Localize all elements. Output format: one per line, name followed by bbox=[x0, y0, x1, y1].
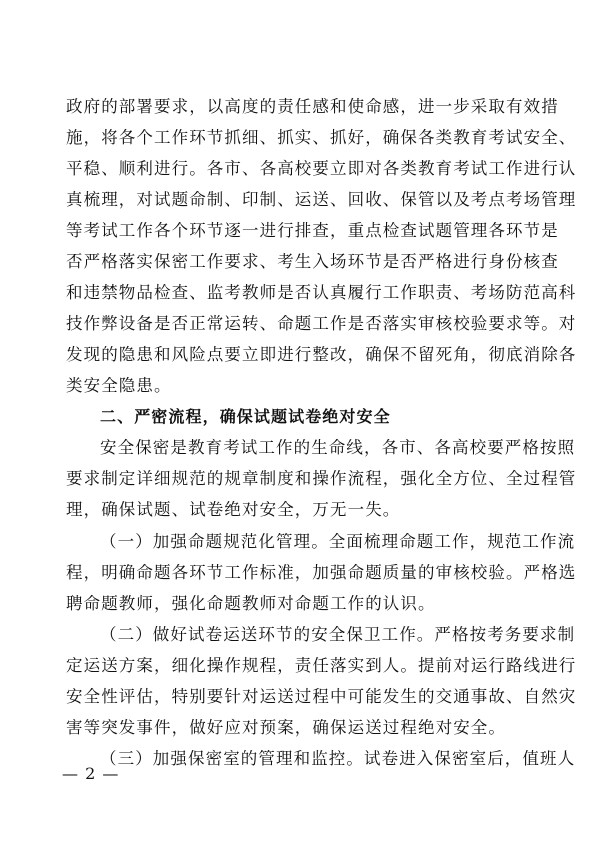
text-line: 平稳、顺利进行。各市、各高校要立即对各类教育考试工作进行认 bbox=[66, 159, 577, 178]
text-line: 否严格落实保密工作要求、考生入场环节是否严格进行身份核查 bbox=[66, 252, 559, 271]
text-line: 发现的隐患和风险点要立即进行整改，确保不留死角，彻底消除各 bbox=[66, 345, 577, 364]
text-line: 聘命题教师，强化命题教师对命题工作的认识。 bbox=[66, 594, 436, 613]
text-line: （二）做好试卷运送环节的安全保卫工作。严格按考务要求制 bbox=[100, 625, 576, 644]
text-line: 技作弊设备是否正常运转、命题工作是否落实审核校验要求等。对 bbox=[66, 314, 577, 333]
page-number: — 2 — bbox=[62, 764, 120, 783]
text-line: 定运送方案，细化操作规程，责任落实到人。提前对运行路线进行 bbox=[66, 656, 577, 675]
text-line: 和违禁物品检查、监考教师是否认真履行工作职责、考场防范高科 bbox=[66, 283, 577, 302]
text-line: （一）加强命题规范化管理。全面梳理命题工作，规范工作流 bbox=[100, 532, 576, 551]
text-line: 要求制定详细规范的规章制度和操作流程，强化全方位、全过程管 bbox=[66, 469, 577, 488]
text-line: （三）加强保密室的管理和监控。试卷进入保密室后，值班人 bbox=[100, 749, 576, 768]
text-line: 政府的部署要求，以高度的责任感和使命感，进一步采取有效措 bbox=[66, 97, 559, 116]
text-line: 施，将各个工作环节抓细、抓实、抓好，确保各类教育考试安全、 bbox=[66, 128, 577, 147]
text-line: 安全保密是教育考试工作的生命线，各市、各高校要严格按照 bbox=[100, 438, 576, 457]
text-line: 理，确保试题、试卷绝对安全，万无一失。 bbox=[66, 500, 401, 519]
text-line: 安全性评估，特别要针对运送过程中可能发生的交通事故、自然灾 bbox=[66, 687, 577, 706]
text-line: 程，明确命题各环节工作标准，加强命题质量的审核校验。严格选 bbox=[66, 563, 577, 582]
text-line: 真梳理，对试题命制、印制、运送、回收、保管以及考点考场管理 bbox=[66, 190, 577, 209]
text-line: 害等突发事件，做好应对预案，确保运送过程绝对安全。 bbox=[66, 718, 506, 737]
text-line: 等考试工作各个环节逐一进行排查，重点检查试题管理各环节是 bbox=[66, 221, 559, 240]
section-heading: 二、严密流程，确保试题试卷绝对安全 bbox=[100, 407, 391, 426]
text-line: 类安全隐患。 bbox=[66, 376, 172, 395]
